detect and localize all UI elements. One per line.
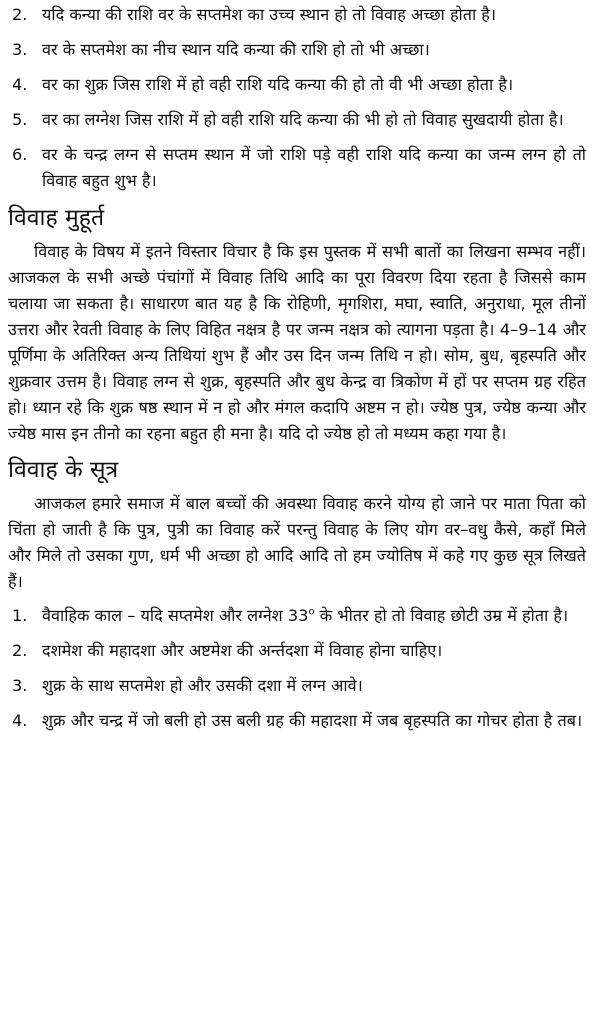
- item-text-part: के भीतर हो तो विवाह छोटी उम्र में होता है।: [314, 606, 569, 625]
- item-text-part: वैवाहिक काल – यदि सप्तमेश और लग्नेश 33: [42, 606, 309, 625]
- item-text: वर के सप्तमेश का नीच स्थान यदि कन्या की राशि हो तो भी अच्छा।: [42, 40, 430, 59]
- section-heading-vivah-sutra: विवाह के सूत्र: [8, 457, 119, 483]
- section-heading-vivah-muhurt: विवाह मुहूर्त: [8, 205, 105, 231]
- item-text: शुक्र और चन्द्र में जो बली हो उस बली ग्रह की महादशा में जब बृहस्पति का गोचर होता है तब।: [42, 711, 583, 730]
- item-number: 3.: [12, 40, 28, 59]
- item-text: दशमेश की महादशा और अष्टमेश की अर्न्तदशा में विवाह होना चाहिए।: [42, 641, 443, 660]
- item-number: 6.: [12, 145, 28, 164]
- item-number: 4.: [12, 75, 28, 94]
- list-item: [8, 603, 592, 629]
- list-item: [8, 638, 592, 664]
- list-item: [8, 107, 592, 133]
- item-text: वर का शुक्र जिस राशि में हो वही राशि यदि कन्या की हो तो वी भी अच्छा होता है।: [42, 75, 514, 94]
- item-number: 3.: [12, 676, 28, 695]
- item-number: 4.: [12, 711, 28, 730]
- list-item: [8, 673, 592, 699]
- list-item: [8, 2, 592, 28]
- list-item: [8, 72, 592, 98]
- degree-mark: o: [308, 606, 315, 618]
- section-paragraph: आजकल हमारे समाज में बाल बच्चों की अवस्था विवाह करने योग्य हो जाने पर माता पिता को चिंता हो जाती है कि पुत्र, पुत्री का विवाह करें परन्तु विवाह के लिए योग वर–वधु कैसे, कहाँ मिले और मिले तो उसका गुण, धर्म भी अच्छा हो आदि आदि तो हम ज्योतिष में कहे गए कुछ सूत्र लिखते हैं।: [8, 494, 586, 591]
- item-text: यदि कन्या की राशि वर के सप्तमेश का उच्च स्थान हो तो विवाह अच्छा होता है।: [42, 5, 497, 24]
- item-number: 1.: [12, 606, 28, 625]
- item-text: वर का लग्नेश जिस राशि में हो वही राशि यदि कन्या की भी हो तो विवाह सुखदायी होता है।: [42, 110, 564, 129]
- section-paragraph: विवाह के विषय में इतने विस्तार विचार है कि इस पुस्तक में सभी बातों का लिखना सम्भव नहीं। आजकल के सभी अच्छे पंचांगों में विवाह तिथि आदि का पूरा विवरण दिया रहता है जिससे काम चलाया जा सकता है। साधारण बात यह है कि रोहिणी, मृगशिरा, मघा, स्वाति, अनुराधा, मूल तीनों उत्तरा और रेवती विवाह के लिए विहित नक्षत्र है पर जन्म नक्षत्र को त्यागना पड़ता है। 4–9–14 और पूर्णिमा के अतिरिक्त अन्य तिथियां शुभ हैं और उस दिन जन्म तिथि न हो। सोम, बुध, बृहस्पति और शुक्रवार उत्तम है। विवाह लग्न से शुक्र, बृहस्पति और बुध केन्द्र वा त्रिकोण में हों पर सप्तम ग्रह रहित हो। ध्यान रहे कि शुक्र षष्ठ स्थान में न हो और मंगल कदापि अष्टम न हो। ज्येष्ठ पुत्र, ज्येष्ठ कन्या और ज्येष्ठ मास इन तीनो का रहना बहुत ही मना है। यदि दो ज्येष्ठ हो तो मध्यम कहा गया है।: [8, 242, 586, 443]
- item-text: वर के चन्द्र लग्न से सप्तम स्थान में जो राशि पड़े वही राशि यदि कन्या का जन्म लग्न हो तो विवाह बहुत शुभ है।: [42, 145, 586, 190]
- item-text: शुक्र के साथ सप्तमेश हो और उसकी दशा में लग्न आवे।: [42, 676, 363, 695]
- item-number: 2.: [12, 5, 28, 24]
- list-item: [8, 708, 592, 734]
- list-item: [8, 37, 592, 63]
- item-number: 2.: [12, 641, 28, 660]
- item-number: 5.: [12, 110, 28, 129]
- list-item: [8, 142, 592, 194]
- item-text: [42, 603, 592, 629]
